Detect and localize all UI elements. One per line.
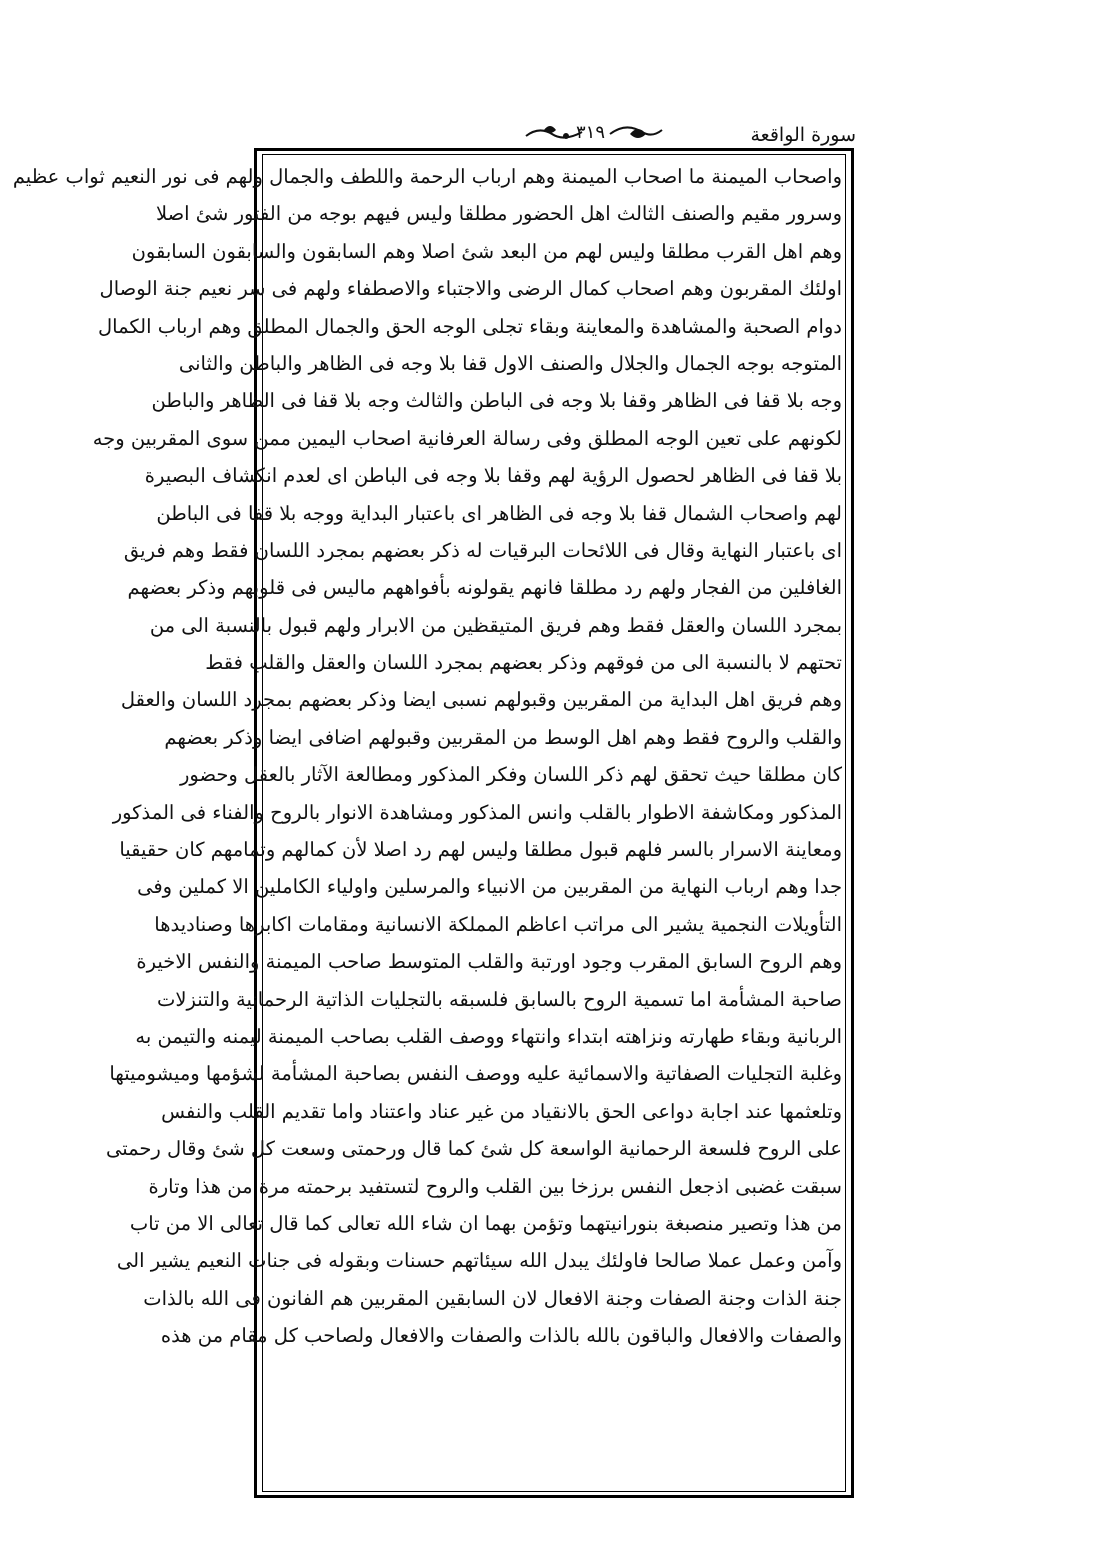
text-line: واصحاب الميمنة ما اصحاب الميمنة وهم ارباب الرحمة واللطف والجمال ولهم فى نور النعيم ثواب عظيم — [12, 165, 842, 188]
text-line: من هذا وتصير منصبغة بنورانيتهما وتؤمن بهما ان شاء الله تعالى كما قال تعالى الا من تاب — [129, 1211, 842, 1235]
text-line: وهم فريق اهل البداية من المقربين وقبولهم نسبى ايضا وذكر بعضهم بمجرد اللسان والعقل — [120, 688, 842, 712]
text-line: وهم الروح السابق المقرب وجود اورتبة والقلب المتوسط صاحب الميمنة والنفس الاخيرة — [136, 950, 842, 974]
text-line: تحتهم لا بالنسبة الى من فوقهم وذكر بعضهم بمجرد اللسان والعقل والقلب فقط — [205, 651, 842, 675]
text-line: الغافلين من الفجار ولهم رد مطلقا فانهم يقولونه بأفواههم ماليس فى قلوبهم وذكر بعضهم — [127, 576, 842, 600]
text-line: لهم واصحاب الشمال قفا بلا وجه فى الظاهر اى باعتبار البداية ووجه بلا قفا فى الباطن — [156, 501, 842, 525]
text-line: جدا وهم ارباب النهاية من المقربين من الانبياء والمرسلين واولياء الكاملين الا كملين وفى — [137, 875, 842, 899]
text-line: سبقت غضبى اذجعل النفس برزخا بين القلب والروح لتستفيد برحمته مرة من هذا وتارة — [148, 1174, 842, 1198]
surah-title: سورة الواقعة — [750, 124, 856, 146]
text-line: دوام الصحبة والمشاهدة والمعاينة وبقاء تجلى الوجه الحق والجمال المطلق وهم ارباب الكمال — [98, 314, 842, 338]
text-line: لكونهم على تعين الوجه المطلق وفى رسالة العرفانية اصحاب اليمين ممن سوى المقربين وجه — [92, 426, 842, 450]
text-line: كان مطلقا حيث تحقق لهم ذكر اللسان وفكر المذكور ومطالعة الآثار بالعقل وحضور — [179, 763, 842, 787]
body-text — [12, 158, 842, 1355]
page-number: ٣١٩ — [576, 122, 606, 143]
text-line: والقلب والروح فقط وهم اهل الوسط من المقربين وقبولهم اضافى ايضا وذكر بعضهم — [164, 725, 842, 749]
text-line: اولئك المقربون وهم اصحاب كمال الرضى والاجتباء والاصطفاء ولهم فى سر نعيم جنة الوصال — [99, 277, 842, 301]
text-line: بلا قفا فى الظاهر لحصول الرؤية لهم وقفا بلا وجه فى الباطن اى لعدم انكشاف البصيرة — [144, 464, 842, 488]
text-line: جنة الذات وجنة الصفات وجنة الافعال لان السابقين المقربين هم الفانون فى الله بالذات — [143, 1286, 842, 1310]
ornament-left-icon — [524, 118, 584, 148]
text-line: وتلعثمها عند اجابة دواعى الحق بالانقياد من غير عناد واعتناد واما تقديم القلب والنفس — [161, 1099, 842, 1123]
page-header — [254, 116, 856, 152]
text-line: وهم اهل القرب مطلقا وليس لهم من البعد شئ اصلا وهم السابقون والسابقون السابقون — [131, 239, 842, 263]
text-line: المتوجه بوجه الجمال والجلال والصنف الاول قفا بلا وجه فى الظاهر والباطن والثانى — [178, 351, 842, 375]
text-line: وسرور مقيم والصنف الثالث اهل الحضور مطلقا وليس فيهم بوجه من الفتور شئ اصلا — [155, 202, 842, 226]
text-line: وآمن وعمل عملا صالحا فاولئك يبدل الله سيئاتهم حسنات وبقوله فى جنات النعيم يشير الى — [116, 1249, 842, 1273]
text-line: على الروح فلسعة الرحمانية الواسعة كل شئ كما قال ورحمتى وسعت كل شئ وقال رحمتى — [105, 1137, 842, 1161]
text-line: والصفات والافعال والباقون بالله بالذات والصفات والافعال ولصاحب كل مقام من هذه — [160, 1324, 842, 1348]
text-line: المذكور ومكاشفة الاطوار بالقلب وانس المذكور ومشاهدة الانوار بالروح والفناء فى المذكور — [112, 800, 842, 824]
text-line: الربانية وبقاء طهارته ونزاهته ابتداء وانتهاء ووصف القلب بصاحب الميمنة ليمنه والتيمن به — [135, 1024, 842, 1048]
text-line: اى باعتبار النهاية وقال فى اللائحات البرقيات له ذكر بعضهم بمجرد اللسان فقط وهم فريق — [123, 538, 842, 562]
text-line: وجه بلا قفا فى الظاهر وقفا بلا وجه فى الباطن والثالث وجه بلا قفا فى الظاهر والباطن — [151, 389, 842, 413]
ornament-right-icon — [606, 118, 666, 148]
text-line: وغلبة التجليات الصفاتية والاسمائية عليه ووصف النفس بصاحبة المشأمة لشؤمها وميشوميتها — [109, 1062, 842, 1086]
text-line: بمجرد اللسان والعقل فقط وهم فريق المتيقظين من الابرار ولهم قبول بالنسبة الى من — [149, 613, 842, 637]
text-line: التأويلات النجمية يشير الى مراتب اعاظم المملكة الانسانية ومقامات اكابرها وصناديدها — [154, 912, 842, 936]
text-line: صاحبة المشأمة اما تسمية الروح بالسابق فلسبقه بالتجليات الذاتية الرحمانية والتنزلات — [157, 987, 842, 1011]
text-line: ومعاينة الاسرار بالسر فلهم قبول مطلقا وليس لهم رد اصلا لأن كمالهم وتمامهم كان حقيقيا — [119, 838, 842, 862]
